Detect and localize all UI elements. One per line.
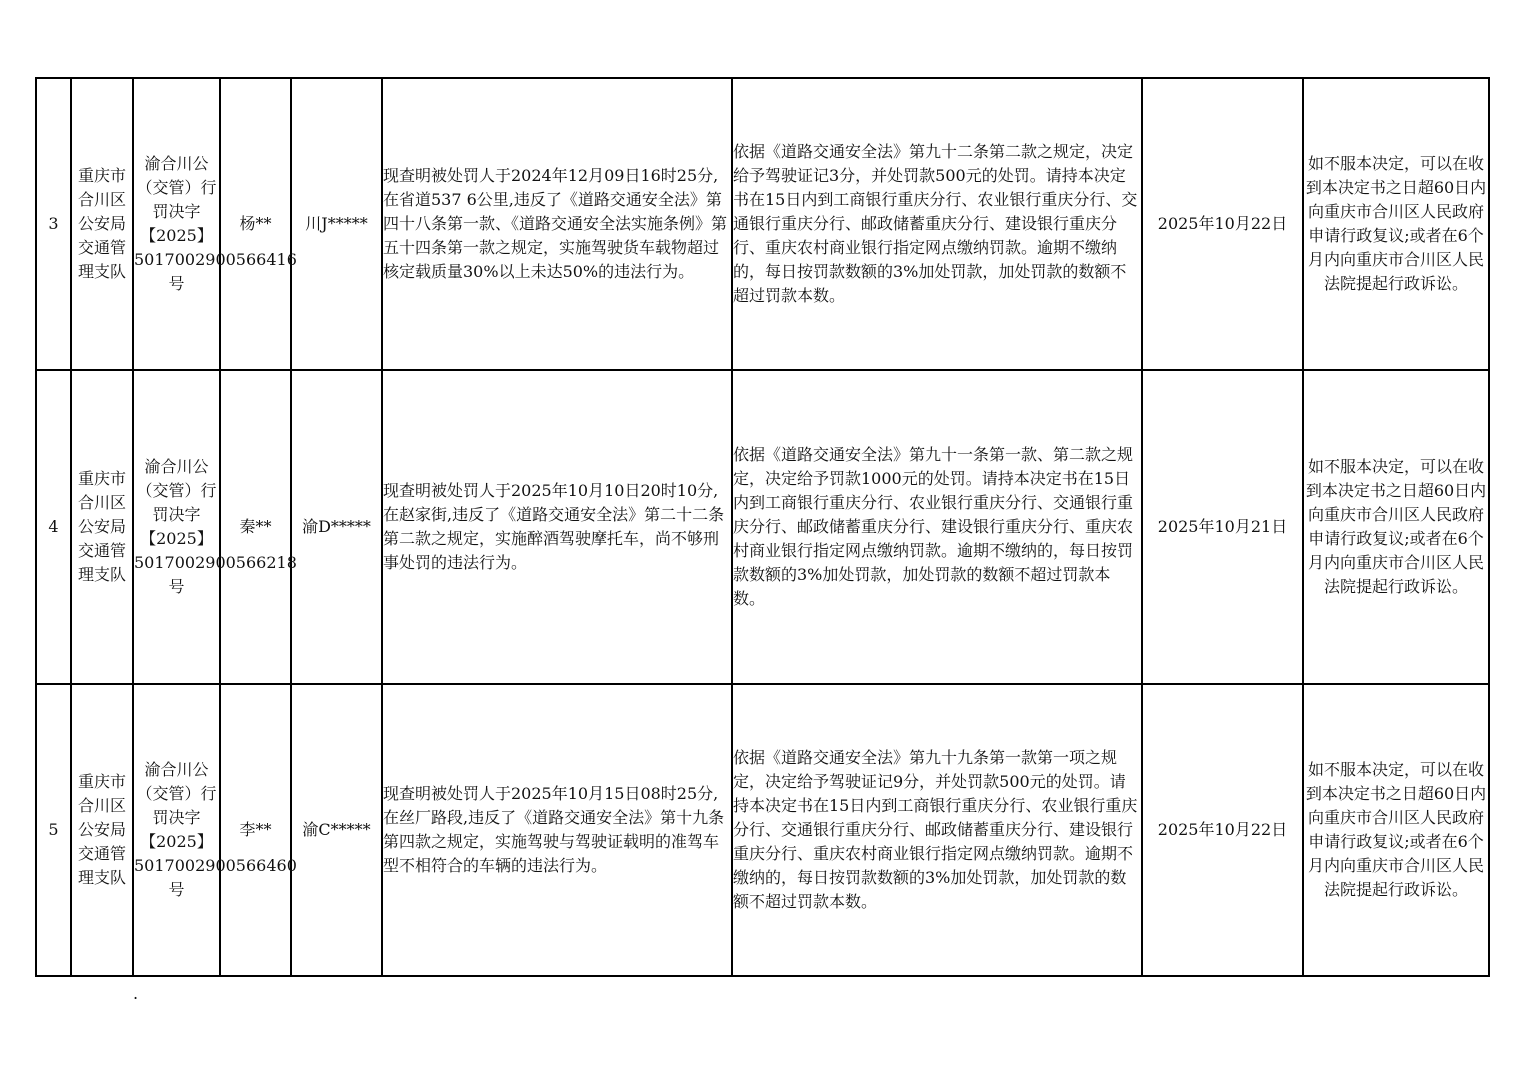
- remedy-notice-cell: 如不服本决定，可以在收到本决定书之日超60日内向重庆市合川区人民政府申请行政复议;或者在6个月内向重庆市合川区人民法院提起行政诉讼。: [1303, 370, 1489, 684]
- remedy-notice-cell: 如不服本决定，可以在收到本决定书之日超60日内向重庆市合川区人民政府申请行政复议;或者在6个月内向重庆市合川区人民法院提起行政诉讼。: [1303, 684, 1489, 976]
- plate-number-cell: 渝D*****: [291, 370, 382, 684]
- offender-name-cell: 杨**: [220, 78, 291, 370]
- violation-facts-cell: 现查明被处罚人于2024年12月09日16时25分,在省道537 6公里,违反了《道路交通安全法》第四十八条第一款、《道路交通安全法实施条例》第五十四条第一款之规定，实施驾驶货车载物超过核定载质量30%以上未达50%的违法行为。: [382, 78, 732, 370]
- table-row: [36, 684, 1489, 976]
- penalty-basis-cell: 依据《道路交通安全法》第九十二条第二款之规定，决定给予驾驶证记3分，并处罚款500元的处罚。请持本决定书在15日内到工商银行重庆分行、农业银行重庆分行、交通银行重庆分行、邮政储蓄重庆分行、建设银行重庆分行、重庆农村商业银行指定网点缴纳罚款。逾期不缴纳的，每日按罚款数额的3%加处罚款，加处罚款的数额不超过罚款本数。: [732, 78, 1142, 370]
- decision-number-cell: 渝合川公（交管）行罚决字【2025】5017002900566460号: [133, 684, 220, 976]
- decision-date-cell: 2025年10月22日: [1142, 684, 1303, 976]
- agency-cell: 重庆市合川区公安局交通管理支队: [71, 370, 133, 684]
- violation-facts-cell: 现查明被处罚人于2025年10月15日08时25分,在丝厂路段,违反了《道路交通安全法》第十九条第四款之规定，实施驾驶与驾驶证载明的准驾车型不相符合的车辆的违法行为。: [382, 684, 732, 976]
- offender-name-cell: 李**: [220, 684, 291, 976]
- penalty-basis-cell: 依据《道路交通安全法》第九十一条第一款、第二款之规定，决定给予罚款1000元的处罚。请持本决定书在15日内到工商银行重庆分行、农业银行重庆分行、交通银行重庆分行、邮政储蓄重庆分行、建设银行重庆分行、重庆农村商业银行指定网点缴纳罚款。逾期不缴纳的，每日按罚款数额的3%加处罚款，加处罚款的数额不超过罚款本数。: [732, 370, 1142, 684]
- agency-cell: 重庆市合川区公安局交通管理支队: [71, 684, 133, 976]
- remedy-notice-cell: 如不服本决定，可以在收到本决定书之日超60日内向重庆市合川区人民政府申请行政复议;或者在6个月内向重庆市合川区人民法院提起行政诉讼。: [1303, 78, 1489, 370]
- table-row: [36, 78, 1489, 370]
- penalty-decision-table: [35, 77, 1490, 977]
- table-row: [36, 370, 1489, 684]
- plate-number-cell: 渝C*****: [291, 684, 382, 976]
- decision-date-cell: 2025年10月22日: [1142, 78, 1303, 370]
- penalty-basis-cell: 依据《道路交通安全法》第九十九条第一款第一项之规定，决定给予驾驶证记9分，并处罚款500元的处罚。请持本决定书在15日内到工商银行重庆分行、农业银行重庆分行、交通银行重庆分行、邮政储蓄重庆分行、建设银行重庆分行、重庆农村商业银行指定网点缴纳罚款。逾期不缴纳的，每日按罚款数额的3%加处罚款，加处罚款的数额不超过罚款本数。: [732, 684, 1142, 976]
- decision-number-cell: 渝合川公（交管）行罚决字【2025】5017002900566218号: [133, 370, 220, 684]
- plate-number-cell: 川J*****: [291, 78, 382, 370]
- agency-cell: 重庆市合川区公安局交通管理支队: [71, 78, 133, 370]
- row-index: 4: [36, 370, 71, 684]
- row-index: 5: [36, 684, 71, 976]
- footnote-mark: .: [133, 984, 139, 1003]
- decision-number-cell: 渝合川公（交管）行罚决字【2025】5017002900566416号: [133, 78, 220, 370]
- offender-name-cell: 秦**: [220, 370, 291, 684]
- decision-date-cell: 2025年10月21日: [1142, 370, 1303, 684]
- row-index: 3: [36, 78, 71, 370]
- violation-facts-cell: 现查明被处罚人于2025年10月10日20时10分,在赵家街,违反了《道路交通安全法》第二十二条第二款之规定，实施醉酒驾驶摩托车，尚不够刑事处罚的违法行为。: [382, 370, 732, 684]
